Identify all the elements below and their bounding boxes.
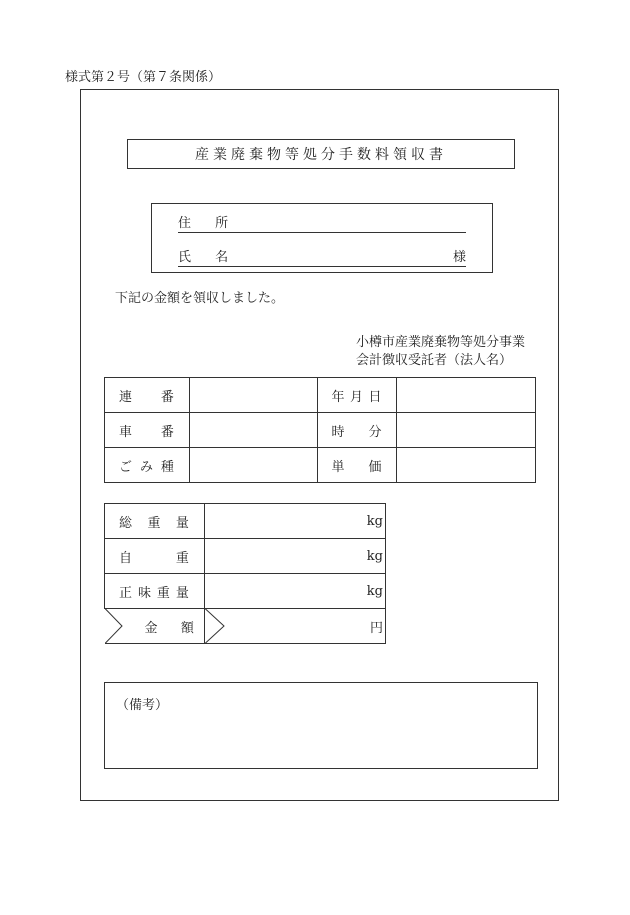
info-left-label-char: 番 [160, 424, 174, 440]
info-row [105, 413, 536, 448]
info-left-label-char: ご [119, 459, 133, 475]
weight-label [105, 609, 205, 644]
weight-label-char: 自 [119, 550, 133, 566]
unit-label: kg [366, 513, 383, 529]
weight-label-char: 重 [156, 585, 170, 601]
weight-field[interactable] [204, 574, 385, 609]
info-right-label [317, 413, 397, 448]
info-right-label-char: 価 [368, 459, 382, 475]
name-line[interactable] [178, 246, 466, 267]
name-label: 氏 名 [178, 250, 239, 265]
weight-label-char: 総 [119, 515, 133, 531]
amount-label-char: 額 [180, 620, 194, 636]
issuer-line-1: 小樽市産業廃棄物等処分事業 [356, 335, 526, 350]
notes-label: （備考） [116, 698, 169, 713]
weight-label [105, 539, 205, 574]
weight-label-char: 重 [175, 550, 189, 566]
info-right-label-char: 分 [368, 424, 382, 440]
info-left-value[interactable] [189, 378, 317, 413]
info-left-label-char: 番 [160, 389, 174, 405]
info-left-label-char: 種 [160, 459, 174, 475]
info-right-label-char: 年 [331, 389, 345, 405]
amount-label-char: 金 [144, 620, 158, 636]
unit-label: kg [366, 548, 383, 564]
info-left-label [105, 448, 190, 483]
weight-table [104, 503, 386, 644]
info-left-label-char: み [139, 459, 153, 475]
weight-label-char: 量 [175, 585, 189, 601]
weight-row [105, 574, 386, 609]
unit-label: kg [366, 583, 383, 599]
weight-row [105, 504, 386, 539]
weight-row [105, 609, 386, 644]
weight-label-char: 正 [119, 585, 133, 601]
info-row [105, 448, 536, 483]
info-right-value[interactable] [397, 413, 536, 448]
info-right-label [317, 378, 397, 413]
address-line[interactable] [178, 212, 466, 233]
addressee-box [151, 203, 493, 273]
info-right-label-char: 日 [368, 389, 382, 405]
notes-box[interactable] [104, 682, 538, 769]
issuer-block [356, 334, 525, 370]
weight-label [105, 504, 205, 539]
info-right-value[interactable] [397, 378, 536, 413]
document-title: 産業廃棄物等処分手数料領収書 [127, 139, 515, 169]
weight-label-char: 味 [137, 585, 151, 601]
weight-row [105, 539, 386, 574]
info-left-value[interactable] [189, 413, 317, 448]
info-row [105, 378, 536, 413]
honorific: 様 [452, 250, 466, 265]
info-table [104, 377, 536, 483]
info-left-label [105, 413, 190, 448]
weight-label-char: 量 [175, 515, 189, 531]
issuer-line-2: 会計徴収受託者（法人名） [356, 353, 513, 368]
unit-label: 円 [369, 620, 383, 636]
weight-field[interactable] [204, 539, 385, 574]
amount-field[interactable] [204, 609, 385, 644]
info-left-label-char: 車 [119, 424, 133, 440]
info-right-label-char: 単 [331, 459, 345, 475]
info-left-value[interactable] [189, 448, 317, 483]
weight-field[interactable] [204, 504, 385, 539]
info-right-label-char: 時 [331, 424, 345, 440]
form-number: 様式第２号（第７条関係） [65, 70, 222, 85]
weight-label-char: 重 [147, 515, 161, 531]
weight-label [105, 574, 205, 609]
info-left-label-char: 連 [119, 389, 133, 405]
info-right-label [317, 448, 397, 483]
receipt-statement: 下記の金額を領収しました。 [115, 291, 285, 306]
info-right-label-char: 月 [349, 389, 363, 405]
address-label: 住 所 [178, 216, 239, 231]
info-left-label [105, 378, 190, 413]
info-right-value[interactable] [397, 448, 536, 483]
